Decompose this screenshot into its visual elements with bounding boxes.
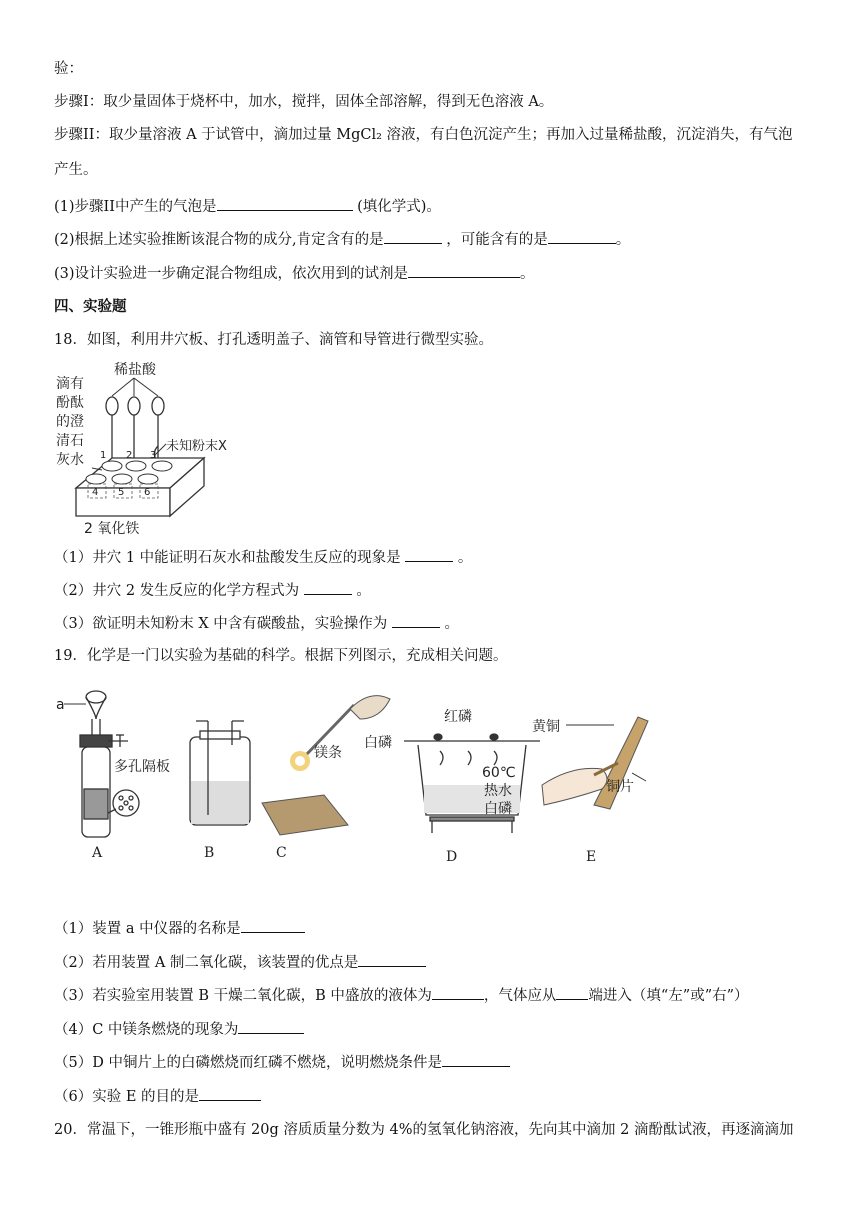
caption-e: E [586,849,597,865]
question-20: 20．常温下，一锥形瓶中盛有 20g 溶质质量分数为 4%的氢氧化钠溶液，先向其中滴加 2 滴酚酞试液，再逐滴滴加 [54,1122,794,1138]
question-19: 19．化学是一门以实验为基础的科学。根据下列图示，充成相关问题。 [54,648,508,664]
step-1: 步骤I：取少量固体于烧杯中，加水，搅拌，固体全部溶解，得到无色溶液 A。 [54,94,554,110]
well-plate-figure [54,358,259,540]
well-number: 2 [126,450,133,461]
question-19-5: （5）D 中铜片上的白磷燃烧而红磷不燃烧，说明燃烧条件是 [54,1052,510,1073]
question-19-2: （2）若用装置 A 制二氧化碳，该装置的优点是 [54,952,426,973]
caption-a: A [92,845,103,861]
answer-blank[interactable] [199,1086,261,1101]
text-line: 产生。 [54,162,98,178]
answer-blank[interactable] [556,985,588,1000]
answer-blank[interactable] [217,196,353,211]
section-heading: 四、实验题 [54,298,127,315]
left-label-line: 的澄 [56,414,84,430]
left-label-line: 清石 [56,433,84,449]
answer-blank[interactable] [358,952,426,967]
white-phosphorus-label: 白磷 [364,735,392,751]
answer-blank[interactable] [241,918,305,933]
porous-plate-label: 多孔隔板 [114,759,170,775]
question-17-3: (3)设计实验进一步确定混合物组成，依次用到的试剂是 。 [54,263,535,284]
top-label: 稀盐酸 [114,362,156,378]
answer-blank[interactable] [238,1019,304,1034]
answer-blank[interactable] [432,985,484,1000]
question-18-1: （1）井穴 1 中能证明石灰水和盐酸发生反应的现象是 。 [54,547,472,568]
answer-blank[interactable] [304,580,352,595]
red-phosphorus-label: 红磷 [444,709,472,725]
answer-blank[interactable] [442,1052,510,1067]
question-18-3: （3）欲证明未知粉末 X 中含有碳酸盐，实验操作为 。 [54,613,459,634]
brass-label: 黄铜 [532,719,560,735]
caption-b: B [204,845,215,861]
left-label-line: 酚酞 [56,395,84,411]
well-number: 5 [118,487,125,498]
answer-blank[interactable] [408,263,520,278]
left-label-line: 灰水 [56,452,84,468]
answer-blank[interactable] [548,229,616,244]
question-19-6: （6）实验 E 的目的是 [54,1086,261,1107]
answer-blank[interactable] [405,547,453,562]
answer-blank[interactable] [384,229,442,244]
apparatus-b [190,721,250,825]
apparatus-c [262,696,390,835]
question-17-1: (1)步骤II中产生的气泡是 (填化学式)。 [54,196,441,217]
answer-blank[interactable] [392,613,440,628]
caption-d: D [446,849,458,865]
caption-c: C [276,845,287,861]
copper-sheet-label: 铜片 [606,779,634,795]
white-phosphorus-bottom-label: 白磷 [484,801,512,817]
bottom-label: 2 氧化铁 [84,521,140,537]
question-17-2: (2)根据上述实验推断该混合物的成分,肯定含有的是 ，可能含有的是 。 [54,229,630,250]
temperature-label: 60℃ [482,765,516,781]
step-2: 步骤II：取少量溶液 A 于试管中，滴加过量 MgCl₂ 溶液，有白色沉淀产生；再加入过量稀盐酸，沉淀消失，有气泡 [54,127,793,143]
question-19-3: （3）若实验室用装置 B 干燥二氧化碳，B 中盛放的液体为 ，气体应从 端进入（填“左”或”右”） [54,985,749,1006]
question-18-2: （2）井穴 2 发生反应的化学方程式为 。 [54,580,371,601]
well-number: 6 [144,487,151,498]
well-number: 4 [92,487,99,498]
apparatus-d [404,734,540,833]
apparatus-figure [54,685,674,870]
question-19-1: （1）装置 a 中仪器的名称是 [54,918,305,939]
text-line: 验： [54,61,83,77]
a-label: a [56,697,65,713]
right-label: 未知粉末X [166,439,227,454]
left-label-line: 滴有 [56,376,84,392]
magnesium-label: 镁条 [314,745,342,761]
question-19-4: （4）C 中镁条燃烧的现象为 [54,1019,304,1040]
question-18: 18．如图，利用井穴板、打孔透明盖子、滴管和导管进行微型实验。 [54,332,493,348]
well-number: 3 [150,450,157,461]
hot-water-label: 热水 [484,783,512,799]
well-number: 1 [100,450,107,461]
